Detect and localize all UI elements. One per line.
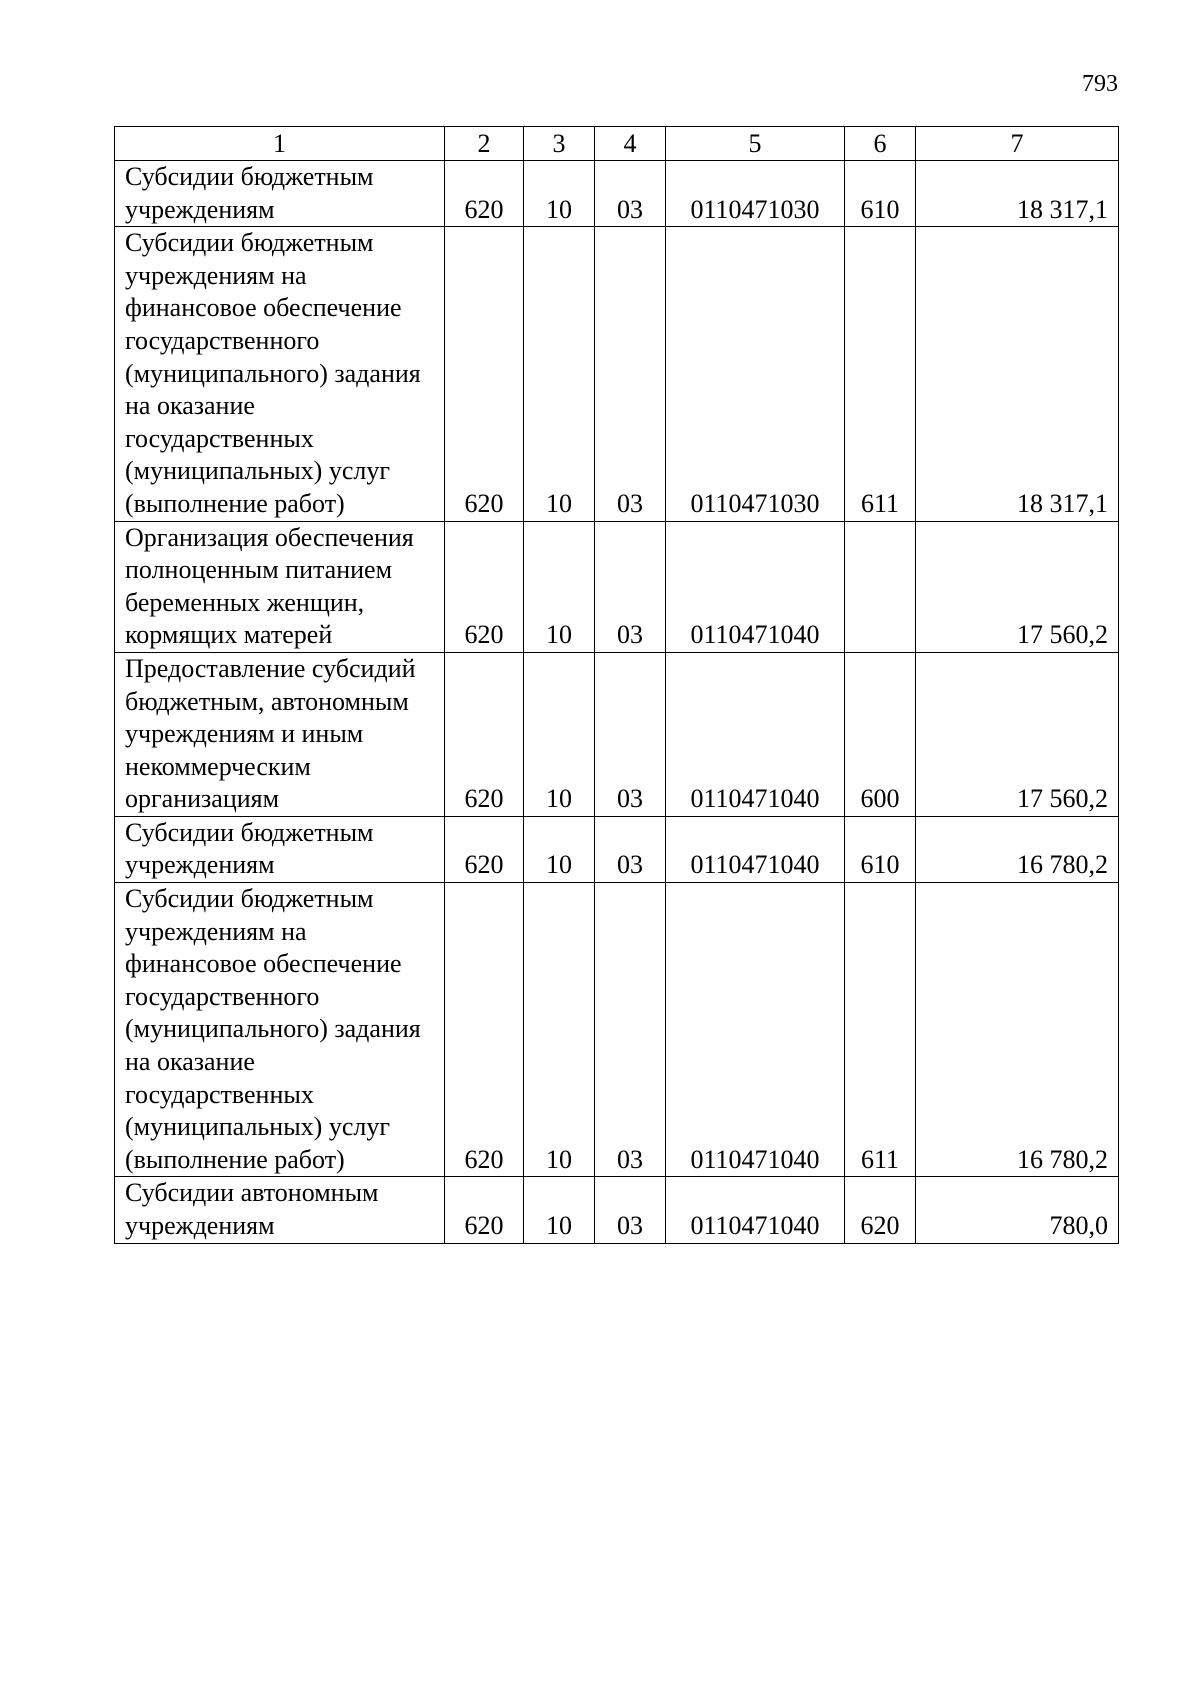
row-col-4: 03 [595, 227, 666, 521]
row-col-5: 0110471040 [666, 521, 845, 652]
column-header-1: 1 [115, 127, 445, 161]
row-name: Субсидии бюджетным учреждениям на финансовое обеспечение государственного (муниципального) задания на оказание государственных (муниципальных) услуг (выполнение работ) [115, 227, 445, 521]
row-name: Субсидии бюджетным учреждениям [115, 161, 445, 227]
row-amount: 16 780,2 [916, 883, 1119, 1177]
column-header-7: 7 [916, 127, 1119, 161]
row-col-6: 610 [845, 161, 916, 227]
row-amount: 17 560,2 [916, 652, 1119, 816]
table-row [115, 883, 1119, 1177]
column-header-6: 6 [845, 127, 916, 161]
row-col-4: 03 [595, 883, 666, 1177]
column-header-3: 3 [524, 127, 595, 161]
column-header-2: 2 [445, 127, 524, 161]
table-row [115, 816, 1119, 882]
row-col-4: 03 [595, 161, 666, 227]
row-name: Предоставление субсидий бюджетным, автономным учреждениям и иным некоммерческим организациям [115, 652, 445, 816]
row-col-2: 620 [445, 652, 524, 816]
row-col-2: 620 [445, 883, 524, 1177]
row-amount: 17 560,2 [916, 521, 1119, 652]
row-name: Субсидии бюджетным учреждениям на финансовое обеспечение государственного (муниципального) задания на оказание государственных (муниципальных) услуг (выполнение работ) [115, 883, 445, 1177]
row-col-3: 10 [524, 227, 595, 521]
row-col-4: 03 [595, 816, 666, 882]
row-amount: 18 317,1 [916, 161, 1119, 227]
row-col-3: 10 [524, 883, 595, 1177]
row-col-6: 620 [845, 1177, 916, 1243]
table-body [115, 161, 1119, 1244]
row-col-3: 10 [524, 521, 595, 652]
row-col-5: 0110471040 [666, 652, 845, 816]
row-col-2: 620 [445, 521, 524, 652]
row-col-2: 620 [445, 1177, 524, 1243]
row-col-6 [845, 521, 916, 652]
table-row [115, 521, 1119, 652]
row-amount: 780,0 [916, 1177, 1119, 1243]
row-col-4: 03 [595, 652, 666, 816]
table-row [115, 161, 1119, 227]
row-col-6: 611 [845, 883, 916, 1177]
row-name: Субсидии автономным учреждениям [115, 1177, 445, 1243]
row-amount: 18 317,1 [916, 227, 1119, 521]
row-col-5: 0110471040 [666, 816, 845, 882]
row-col-2: 620 [445, 161, 524, 227]
row-col-6: 611 [845, 227, 916, 521]
row-col-4: 03 [595, 521, 666, 652]
table-row [115, 1177, 1119, 1243]
row-col-6: 610 [845, 816, 916, 882]
row-col-2: 620 [445, 816, 524, 882]
row-col-3: 10 [524, 161, 595, 227]
row-name: Организация обеспечения полноценным питанием беременных женщин, кормящих матерей [115, 521, 445, 652]
row-col-5: 0110471030 [666, 161, 845, 227]
table-row [115, 652, 1119, 816]
row-name: Субсидии бюджетным учреждениям [115, 816, 445, 882]
row-col-3: 10 [524, 652, 595, 816]
table-row [115, 227, 1119, 521]
row-amount: 16 780,2 [916, 816, 1119, 882]
header-row [115, 127, 1119, 161]
table-header [115, 127, 1119, 161]
row-col-2: 620 [445, 227, 524, 521]
row-col-5: 0110471030 [666, 227, 845, 521]
row-col-4: 03 [595, 1177, 666, 1243]
column-header-5: 5 [666, 127, 845, 161]
budget-table [114, 126, 1119, 1244]
row-col-3: 10 [524, 816, 595, 882]
page-number: 793 [1082, 71, 1118, 97]
row-col-3: 10 [524, 1177, 595, 1243]
column-header-4: 4 [595, 127, 666, 161]
row-col-5: 0110471040 [666, 1177, 845, 1243]
row-col-5: 0110471040 [666, 883, 845, 1177]
row-col-6: 600 [845, 652, 916, 816]
